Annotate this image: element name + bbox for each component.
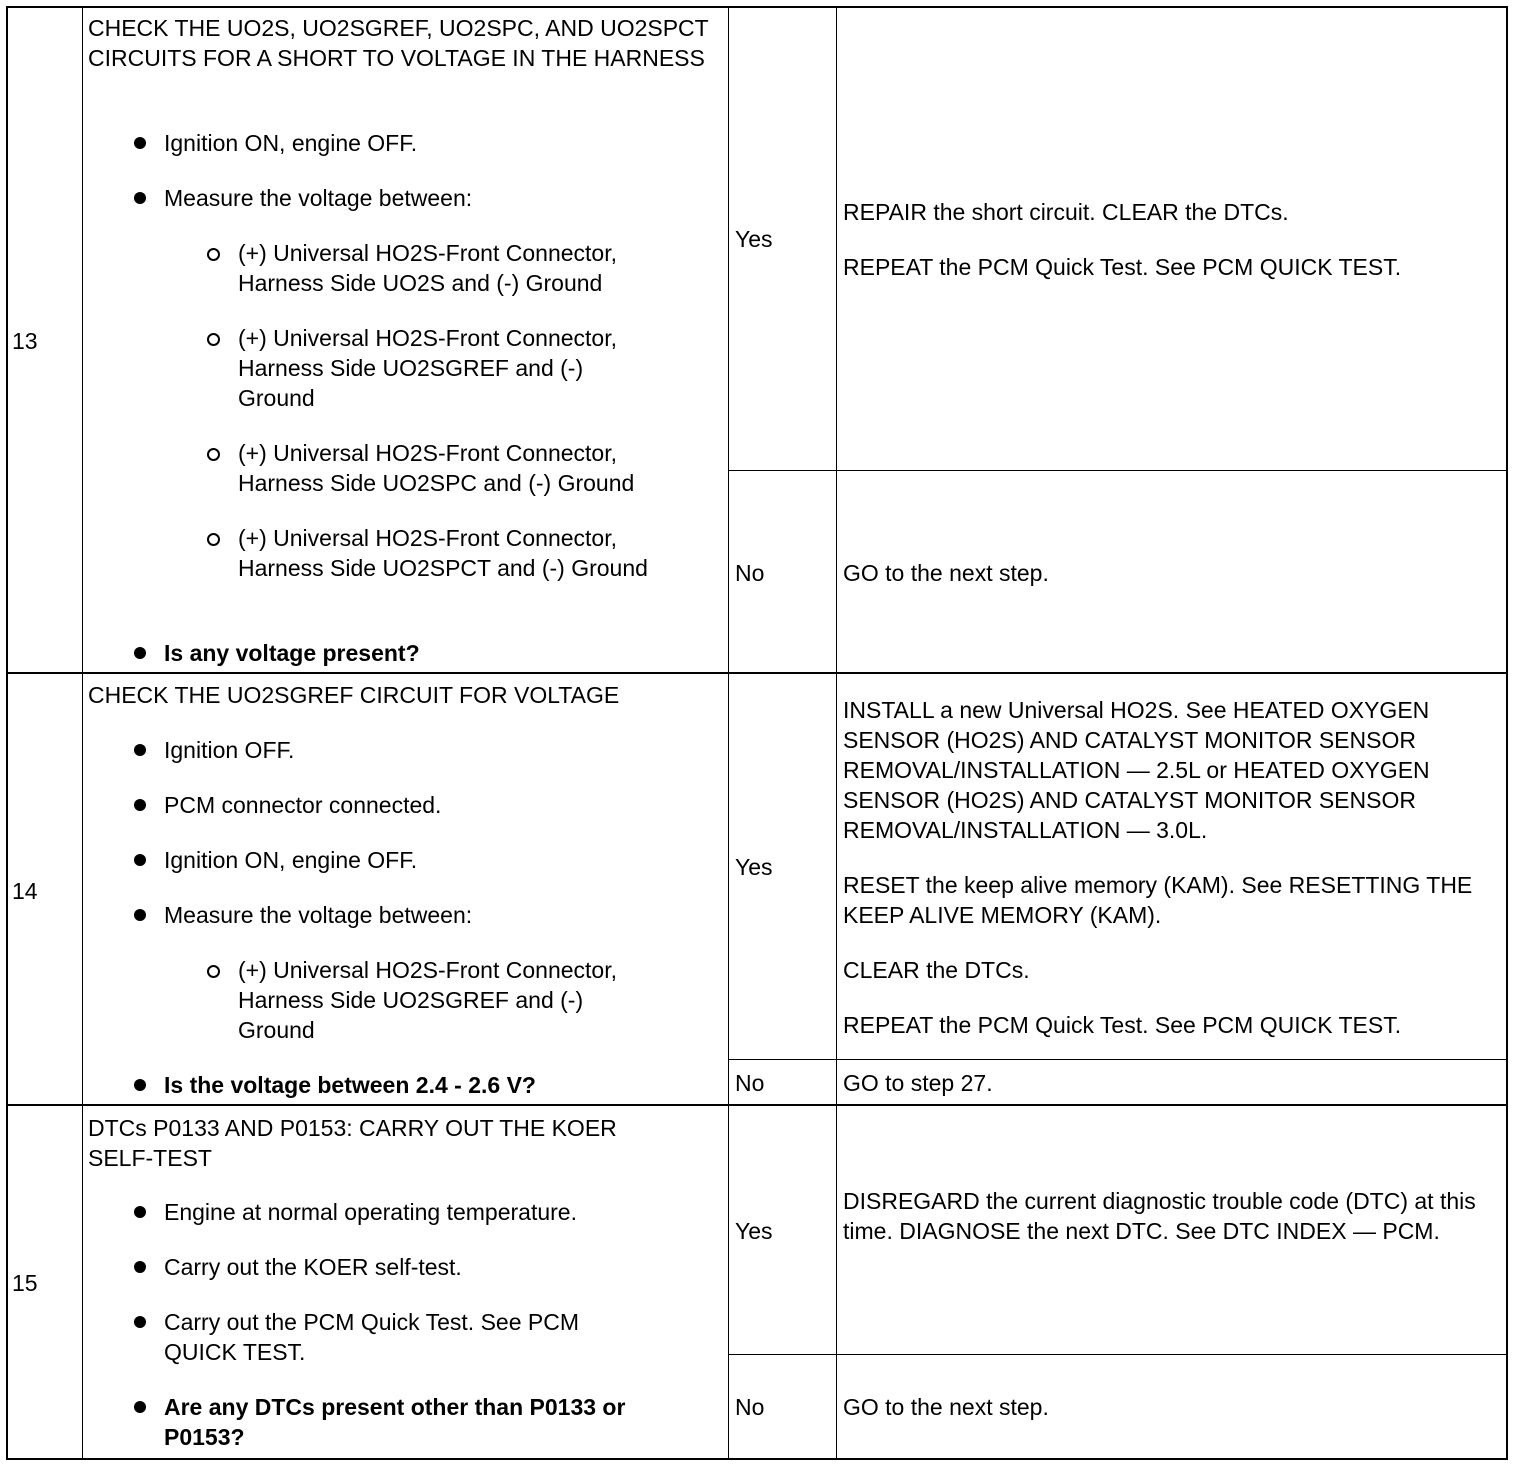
bullet-icon xyxy=(134,744,146,756)
sub-bullet-icon xyxy=(207,448,220,461)
no-label: No xyxy=(735,1394,765,1420)
row-divider xyxy=(6,1104,1508,1106)
instruction-item: Ignition ON, engine OFF. xyxy=(164,130,418,156)
no-label: No xyxy=(735,560,765,586)
instruction-item: Measure the voltage between: xyxy=(164,902,473,928)
sub-bullet-icon xyxy=(207,965,220,978)
sub-instruction-item: (+) Universal HO2S-Front Connector, Harness Side UO2SPCT and (-) Ground xyxy=(238,525,648,581)
answer-divider xyxy=(728,1059,1508,1060)
instruction-item: Measure the voltage between: xyxy=(164,185,473,211)
step-number: 14 xyxy=(12,878,38,904)
sub-instruction-item: (+) Universal HO2S-Front Connector, Harness Side UO2S and (-) Ground xyxy=(238,240,617,296)
instruction-item: Carry out the PCM Quick Test. See PCM QUICK TEST. xyxy=(164,1309,579,1365)
step-title: CHECK THE UO2S, UO2SGREF, UO2SPC, AND UO2SPCT CIRCUITS FOR A SHORT TO VOLTAGE IN THE HARNESS xyxy=(88,15,709,71)
bullet-icon xyxy=(134,192,146,204)
yes-action: RESET the keep alive memory (KAM). See RESETTING THE KEEP ALIVE MEMORY (KAM). xyxy=(843,872,1473,928)
yes-label: Yes xyxy=(735,854,773,880)
instruction-item: PCM connector connected. xyxy=(164,792,442,818)
no-action: GO to step 27. xyxy=(843,1070,993,1096)
question-item: Is the voltage between 2.4 - 2.6 V? xyxy=(164,1072,536,1098)
question-item: Is any voltage present? xyxy=(164,640,420,666)
sub-bullet-icon xyxy=(207,248,220,261)
yes-action: INSTALL a new Universal HO2S. See HEATED OXYGEN SENSOR (HO2S) AND CATALYST MONITOR SENSOR REMOVAL/INSTALLATION — 2.5L or HEATED OXYGEN SENSOR (HO2S) AND CATALYST MONITOR SENSOR REMOVAL/INSTALLATION — 3.0L. xyxy=(843,697,1430,843)
sub-bullet-icon xyxy=(207,333,220,346)
no-action: GO to the next step. xyxy=(843,1394,1049,1420)
bullet-icon xyxy=(134,799,146,811)
column-divider xyxy=(82,6,83,1460)
bullet-icon xyxy=(134,854,146,866)
sub-bullet-icon xyxy=(207,533,220,546)
sub-instruction-item: (+) Universal HO2S-Front Connector, Harness Side UO2SPC and (-) Ground xyxy=(238,440,635,496)
sub-instruction-item: (+) Universal HO2S-Front Connector, Harness Side UO2SGREF and (-) Ground xyxy=(238,325,617,411)
answer-divider xyxy=(728,1354,1508,1355)
answer-divider xyxy=(728,470,1508,471)
sub-instruction-item: (+) Universal HO2S-Front Connector, Harness Side UO2SGREF and (-) Ground xyxy=(238,957,617,1043)
bullet-icon xyxy=(134,1079,146,1091)
yes-label: Yes xyxy=(735,226,773,252)
yes-action: CLEAR the DTCs. xyxy=(843,957,1030,983)
bullet-icon xyxy=(134,1316,146,1328)
step-title: CHECK THE UO2SGREF CIRCUIT FOR VOLTAGE xyxy=(88,682,620,708)
instruction-item: Ignition OFF. xyxy=(164,737,295,763)
question-item: Are any DTCs present other than P0133 or P0153? xyxy=(164,1394,626,1450)
column-divider xyxy=(836,6,837,1460)
instruction-item: Ignition ON, engine OFF. xyxy=(164,847,418,873)
bullet-icon xyxy=(134,137,146,149)
step-number: 15 xyxy=(12,1270,38,1296)
bullet-icon xyxy=(134,1206,146,1218)
bullet-icon xyxy=(134,647,146,659)
bullet-icon xyxy=(134,1261,146,1273)
yes-action: REPAIR the short circuit. CLEAR the DTCs. xyxy=(843,199,1289,225)
yes-action: REPEAT the PCM Quick Test. See PCM QUICK TEST. xyxy=(843,254,1402,280)
instruction-item: Carry out the KOER self-test. xyxy=(164,1254,462,1280)
no-label: No xyxy=(735,1070,765,1096)
column-divider xyxy=(728,6,729,1460)
instruction-item: Engine at normal operating temperature. xyxy=(164,1199,577,1225)
yes-label: Yes xyxy=(735,1218,773,1244)
yes-action: REPEAT the PCM Quick Test. See PCM QUICK TEST. xyxy=(843,1012,1402,1038)
row-divider xyxy=(6,672,1508,674)
bullet-icon xyxy=(134,1401,146,1413)
step-title: DTCs P0133 AND P0153: CARRY OUT THE KOER SELF-TEST xyxy=(88,1115,617,1171)
step-number: 13 xyxy=(12,328,38,354)
no-action: GO to the next step. xyxy=(843,560,1049,586)
yes-action: DISREGARD the current diagnostic trouble code (DTC) at this time. DIAGNOSE the next DTC. See DTC INDEX — PCM. xyxy=(843,1188,1476,1244)
bullet-icon xyxy=(134,909,146,921)
